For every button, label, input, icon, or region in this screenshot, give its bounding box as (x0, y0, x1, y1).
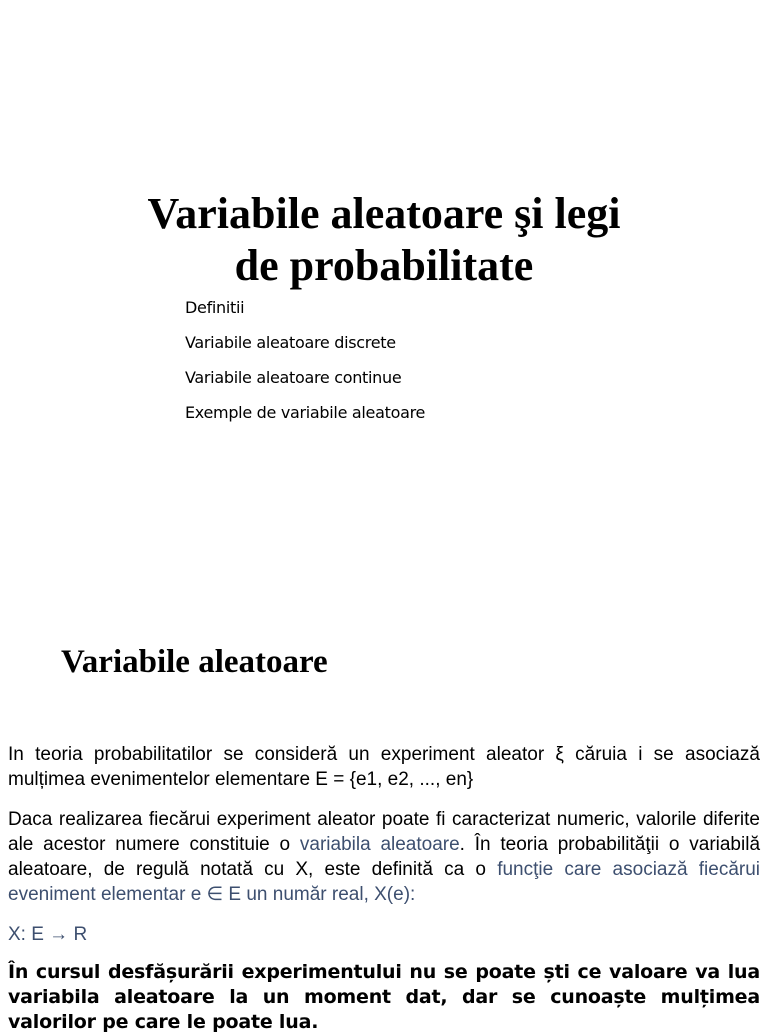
paragraph-definition-text-1: Daca realizarea fiecărui experiment aleator poate fi caracterizat numeric, valorile diferite ale acestor numere constituie o (8, 809, 760, 855)
paragraph-definition (8, 807, 760, 907)
variabila-aleatoare-term: variabila aleatoare (299, 834, 460, 855)
outline-item-discrete: Variabile aleatoare discrete (185, 333, 396, 352)
page-title-line-1: Variabile aleatoare şi legi (147, 189, 621, 238)
mapping-formula: X: E → R (8, 924, 88, 945)
outline-item-definitii: Definitii (185, 298, 245, 317)
function-definition-text: funcţie care asociază fiecărui eveniment elementar e ∈ E un număr real, X(e): (8, 859, 761, 905)
paragraph-experiment: In teoria probabilitatilor se consideră un experiment aleator ξ căruia i se asociază mulțimea evenimentelor elementare E = {e1, e2, ..., en} (8, 744, 760, 790)
outline-item-continue: Variabile aleatoare continue (185, 368, 402, 387)
paragraph-bold-note: În cursul desfășurării experimentului nu se poate ști ce valoare va lua variabila aleatoare la un moment dat, dar se cunoaște mulțimea valorilor pe care le poate lua. (8, 961, 760, 1033)
paragraph-definition-text-2: . În teoria probabilităţii o variabilă aleatoare, de regulă notată cu X, este definită ca o (8, 834, 761, 880)
page-title-line-2: de probabilitate (234, 241, 534, 290)
outline-list (185, 296, 425, 436)
outline-item-exemple: Exemple de variabile aleatoare (185, 403, 426, 422)
section-heading: Variabile aleatoare (61, 644, 328, 680)
